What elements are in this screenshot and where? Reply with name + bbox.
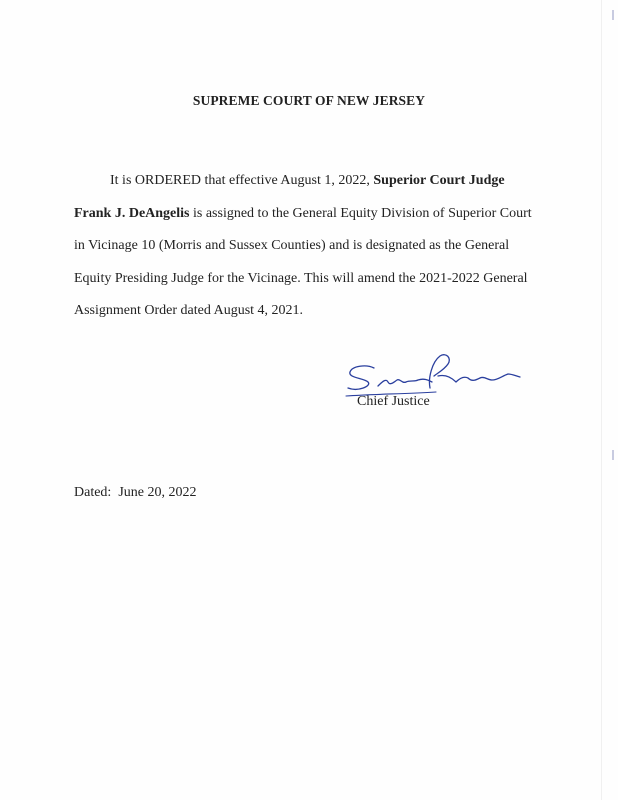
scan-edge-line bbox=[601, 0, 602, 800]
order-line-3: in Vicinage 10 (Morris and Sussex Counties) and is designated as the General bbox=[74, 238, 510, 254]
date-line bbox=[74, 485, 197, 501]
signature-title: Chief Justice bbox=[357, 394, 430, 409]
chief-justice-signature bbox=[344, 352, 530, 398]
date-value: June 20, 2022 bbox=[118, 485, 197, 500]
order-line-1 bbox=[74, 165, 554, 198]
order-line-1-text: It is ORDERED that effective August 1, 2022, bbox=[110, 173, 374, 188]
judge-title: Superior Court Judge bbox=[373, 173, 505, 188]
signature-stroke bbox=[348, 366, 374, 389]
signature-stroke bbox=[438, 374, 520, 382]
signature-stroke bbox=[378, 379, 432, 386]
order-line-2-text: is assigned to the General Equity Division of Superior Court bbox=[189, 205, 532, 221]
date-label: Dated: bbox=[74, 485, 112, 500]
judge-name: Frank J. DeAngelis bbox=[74, 205, 190, 221]
scan-mark bbox=[612, 10, 614, 20]
order-line-5: Assignment Order dated August 4, 2021. bbox=[74, 303, 304, 319]
signature-stroke bbox=[429, 355, 449, 388]
order-line-4: Equity Presiding Judge for the Vicinage. This will amend the 2021-2022 General bbox=[74, 270, 528, 286]
court-heading: SUPREME COURT OF NEW JERSEY bbox=[192, 93, 426, 108]
order-line-2 bbox=[74, 198, 554, 231]
scan-mark bbox=[612, 450, 614, 460]
order-paragraph bbox=[74, 165, 554, 328]
